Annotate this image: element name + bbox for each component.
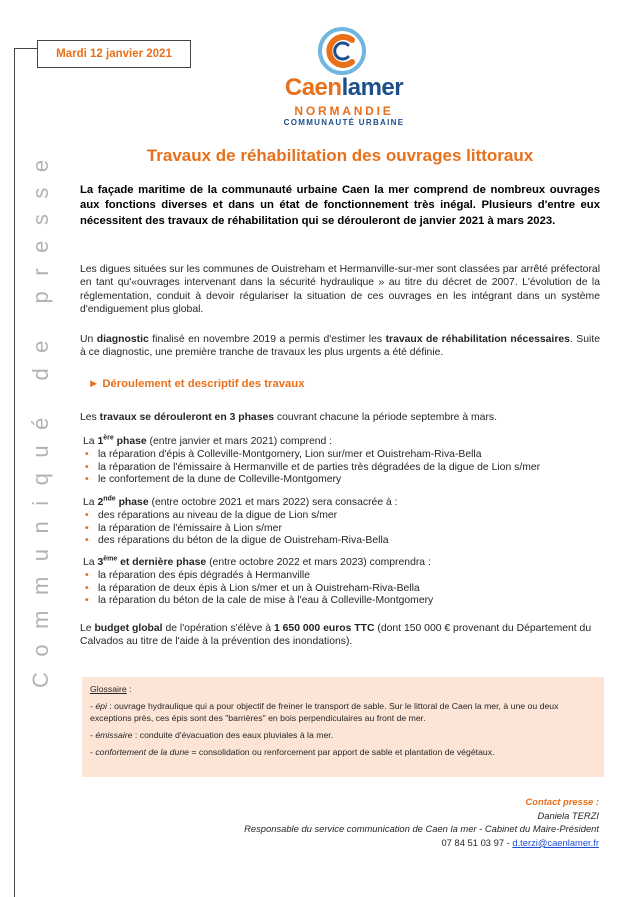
text-fragment: - xyxy=(90,701,96,712)
contact-details xyxy=(79,836,599,850)
glossary-heading xyxy=(90,684,595,695)
glossary-definition: : ouvrage hydraulique qui a pour objectif de freiner le transport de sable. Sur le littoral de Caen la mer, à une ou deux exceptions près, ces épis sont des "barrières" en bois perpendiculaires au front de mer. xyxy=(90,701,559,723)
bold-budget: budget global xyxy=(94,623,163,634)
text-fragment: La xyxy=(83,557,98,568)
contact-label: Contact presse : xyxy=(525,796,599,807)
glossary-term: épi xyxy=(95,701,107,712)
text-fragment: (entre janvier et mars 2021) comprend : xyxy=(146,436,333,447)
bold-travaux: travaux de réhabilitation nécessaires xyxy=(385,334,570,345)
caen-la-mer-logo xyxy=(274,22,414,127)
text-fragment: La xyxy=(83,497,98,508)
glossary-definition: : conduite d'évacuation des eaux pluviales à la mer. xyxy=(132,729,334,740)
logo-subtitle: COMMUNAUTÉ URBAINE xyxy=(283,118,405,127)
phase-number: 3 xyxy=(97,557,104,568)
bold-diagnostic: diagnostic xyxy=(96,334,149,345)
lead-paragraph: La façade maritime de la communauté urbaine Caen la mer comprend de nombreux ouvrages aux fonctions diverses et dans un état de fonctionnement très inégal. Plusieurs d'entre eux nécessitent des travaux de réhabilitation qui se dérouleront de janvier 2021 à mars 2023. xyxy=(80,184,600,227)
phase-3-list xyxy=(83,570,603,608)
contact-email-link[interactable]: d.terzi@caenlamer.fr xyxy=(512,836,599,848)
text-fragment: Les xyxy=(80,412,100,423)
phase-heading xyxy=(83,557,603,570)
contact-role: Responsable du service communication de Caen la mer - Cabinet du Maire-Président xyxy=(244,823,599,835)
paragraph-diagnostic xyxy=(80,333,600,360)
phase-1-list xyxy=(83,449,603,487)
contact-phone: 07 84 51 03 97 - xyxy=(441,836,513,848)
bold-phases: travaux se dérouleront en 3 phases xyxy=(99,412,275,423)
date-label: Mardi 12 janvier 2021 xyxy=(37,40,191,68)
phase-1 xyxy=(83,436,603,487)
phase-heading xyxy=(83,497,603,510)
text-fragment: Le xyxy=(80,623,95,634)
bold-amount: 1 650 000 euros TTC xyxy=(273,623,375,634)
phase-ordinal: ème xyxy=(103,555,118,563)
list-item: • la réparation des épis dégradés à Hermanville xyxy=(98,570,603,583)
budget-paragraph xyxy=(80,622,600,649)
list-item: • la réparation de l'émissaire à Lion s/mer xyxy=(98,523,603,536)
text-fragment: - xyxy=(90,747,96,758)
logo-lamer: lamer xyxy=(341,74,404,101)
glossary-term: confortement de la dune xyxy=(95,747,190,758)
text-fragment: (dont 150 000 € provenant du Département du Calvados au titre de l'aide à la prévention des inondations). xyxy=(80,623,592,648)
contact-block xyxy=(79,795,599,849)
logo-wordmark xyxy=(274,74,414,102)
list-item: • la réparation de l'émissaire à Hermanville et de parties très dégradées de la digue de Lion s/mer xyxy=(98,462,603,475)
list-item: • le confortement de la dune de Colleville-Montgomery xyxy=(98,474,603,487)
text-fragment: de l'opération s'élève à xyxy=(162,623,274,634)
list-item: • la réparation d'épis à Colleville-Montgomery, Lion sur/mer et Ouistreham-Riva-Bella xyxy=(98,449,603,462)
text-fragment: La xyxy=(83,436,98,447)
glossary-box xyxy=(82,677,604,777)
text-fragment: - xyxy=(90,729,96,740)
list-item: • la réparation du béton de la cale de mise à l'eau à Colleville-Montgomery xyxy=(98,595,603,608)
phases-intro xyxy=(80,411,600,424)
phase-word: phase xyxy=(115,497,149,508)
text-fragment: : xyxy=(126,684,132,694)
phase-2-list xyxy=(83,510,603,548)
phase-word: et dernière phase xyxy=(117,557,207,568)
sidebar-label: Communiqué de presse xyxy=(28,144,53,688)
glossary-content xyxy=(90,684,595,764)
glossary-entry xyxy=(90,730,595,741)
phase-word: phase xyxy=(113,436,147,447)
page-title: Travaux de réhabilitation des ouvrages littoraux xyxy=(146,146,534,165)
text-fragment: . Suite à ce diagnostic, une première tranche de travaux les plus urgents a été définie. xyxy=(80,334,600,359)
text-fragment: (entre octobre 2021 et mars 2022) sera consacrée à : xyxy=(148,497,398,508)
phase-number: 1 xyxy=(97,436,104,447)
contact-name: Daniela TERZI xyxy=(537,809,599,821)
phase-heading xyxy=(83,436,603,449)
paragraph-digues: Les digues situées sur les communes de Ouistreham et Hermanville-sur-mer sont classées par arrêté préfectoral en tant qu'«ouvrages intervenant dans la sécurité hydraulique » au titre du décret de 2007. L'évolution de la réglementation, conduit à devoir régulariser la situation de ces ouvrages en les intégrant dans un système d'endiguement plus global. xyxy=(80,264,600,315)
phase-ordinal: ère xyxy=(103,434,114,442)
phase-number: 2 xyxy=(97,497,104,508)
list-item: • la réparation de deux épis à Lion s/mer et un à Ouistreham-Riva-Bella xyxy=(98,583,603,596)
text-fragment: couvrant chacune la période septembre à mars. xyxy=(274,412,497,423)
phase-2 xyxy=(83,497,603,548)
glossary-definition: = consolidation ou renforcement par apport de sable et plantation de végétaux. xyxy=(189,747,495,758)
glossary-title: Glossaire xyxy=(90,684,127,694)
logo-c-icon xyxy=(317,26,367,76)
glossary-entry xyxy=(90,747,595,758)
phase-ordinal: nde xyxy=(103,495,116,503)
logo-normandie: NORMANDIE xyxy=(294,104,394,118)
list-item: • des réparations au niveau de la digue de Lion s/mer xyxy=(98,510,603,523)
glossary-term: émissaire xyxy=(95,729,133,740)
glossary-entry xyxy=(90,701,595,724)
section-heading: ► Déroulement et descriptif des travaux xyxy=(88,378,305,390)
list-item: • des réparations du béton de la digue de Ouistreham-Riva-Bella xyxy=(98,535,603,548)
phase-3 xyxy=(83,557,603,608)
text-fragment: Un xyxy=(80,334,97,345)
text-fragment: (entre octobre 2022 et mars 2023) comprendra : xyxy=(206,557,431,568)
text-fragment: finalisé en novembre 2019 a permis d'estimer les xyxy=(148,334,386,345)
logo-caen: Caen xyxy=(284,74,342,101)
